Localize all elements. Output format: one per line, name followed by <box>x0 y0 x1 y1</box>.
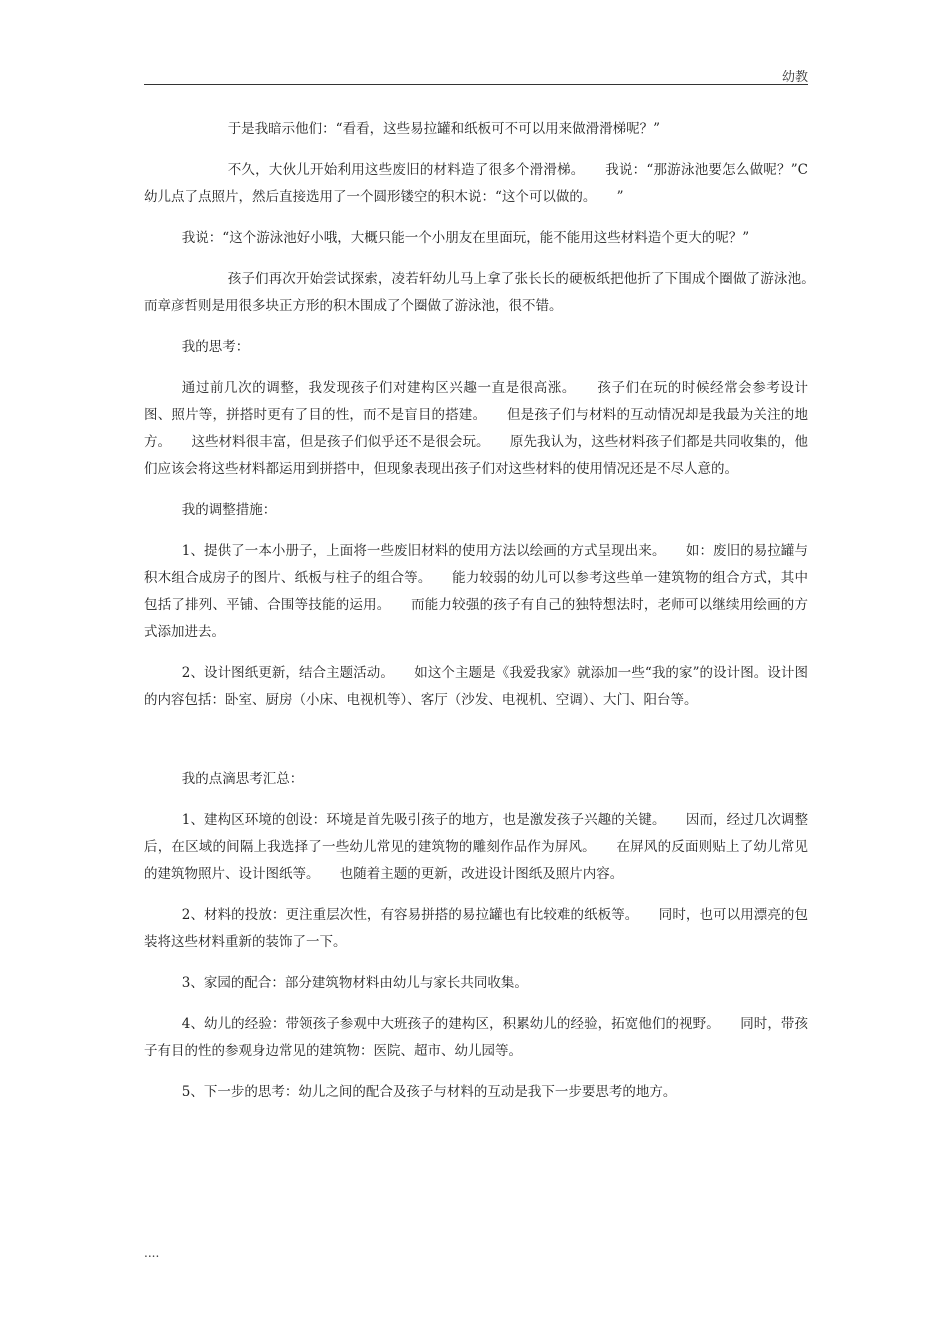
paragraph: 我的点滴思考汇总： <box>181 771 304 787</box>
page-header-label: 幼教 <box>781 70 808 85</box>
paragraph: 通过前几次的调整，我发现孩子们对建构区兴趣一直是很高涨。 孩子们在玩的时候经常会参考设计图、照片等，拼搭时更有了目的性，而不是盲目的搭建。 但是孩子们与材料的互动情况却是我最为关注的地方。 这些材料很丰富，但是孩子们似乎还不是很会玩。 原先我认为，这些材料孩子们都是共同收集的，他们应该会将这些材料都运用到拼搭中，但现象表现出孩子们对这些材料的使用情况还是不尽人意的。 <box>144 380 808 477</box>
paragraph: 孩子们再次开始尝试探索，凌若轩幼儿马上拿了张长长的硬板纸把他折了下围成个圈做了游泳池。 而章彦哲则是用很多块正方形的积木围成了个圈做了游泳池，很不错。 <box>144 271 835 314</box>
paragraph-group-top <box>144 116 835 714</box>
paragraph: 5、下一步的思考：幼儿之间的配合及孩子与材料的互动是我下一步要思考的地方。 <box>181 1084 677 1100</box>
paragraph: 于是我暗示他们：“看看，这些易拉罐和纸板可不可以用来做滑滑梯呢？” <box>227 121 660 137</box>
paragraph: 2、设计图纸更新，结合主题活动。 如这个主题是《我爱我家》就添加一些“我的家”的设计图。设计图的内容包括：卧室、厨房（小床、电视机等）、客厅（沙发、电视机、空调）、大门、阳台等。 <box>144 665 808 708</box>
header-rule <box>144 84 808 85</box>
paragraph: 不久，大伙儿开始利用这些废旧的材料造了很多个滑滑梯。 我说：“那游泳池要怎么做呢？”C幼儿点了点照片，然后直接选用了一个圆形镂空的积木说：“这个可以做的。 ” <box>144 162 808 205</box>
paragraph: 4、幼儿的经验：带领孩子参观中大班孩子的建构区，积累幼儿的经验，拓宽他们的视野。 同时，带孩子有目的性的参观身边常见的建筑物：医院、超市、幼儿园等。 <box>144 1016 808 1059</box>
page-footer-dots: .... <box>144 1246 160 1260</box>
paragraph: 1、提供了一本小册子，上面将一些废旧材料的使用方法以绘画的方式呈现出来。 如：废旧的易拉罐与积木组合成房子的图片、纸板与柱子的组合等。 能力较弱的幼儿可以参考这些单一建筑物的组合方式，其中包括了排列、平铺、合围等技能的运用。 而能力较强的孩子有自己的独特想法时，老师可以继续用绘画的方式添加进去。 <box>144 543 808 640</box>
paragraph-group-bottom <box>144 766 808 1106</box>
paragraph: 3、家园的配合：部分建筑物材料由幼儿与家长共同收集。 <box>181 975 528 991</box>
paragraph: 我说：“这个游泳池好小哦，大概只能一个小朋友在里面玩，能不能用这些材料造个更大的呢？” <box>181 230 750 246</box>
paragraph: 2、材料的投放：更注重层次性，有容易拼搭的易拉罐也有比较难的纸板等。 同时，也可以用漂亮的包装将这些材料重新的装饰了一下。 <box>144 907 808 950</box>
document-body <box>144 116 835 1120</box>
paragraph: 我的思考： <box>181 339 250 355</box>
section-gap <box>144 728 808 766</box>
paragraph: 我的调整措施： <box>181 502 277 518</box>
paragraph: 1、建构区环境的创设：环境是首先吸引孩子的地方，也是激发孩子兴趣的关键。 因而，经过几次调整后，在区域的间隔上我选择了一些幼儿常见的建筑物的雕刻作品作为屏风。 在屏风的反面则贴上了幼儿常见的建筑物照片、设计图纸等。 也随着主题的更新，改进设计图纸及照片内容。 <box>144 812 808 882</box>
